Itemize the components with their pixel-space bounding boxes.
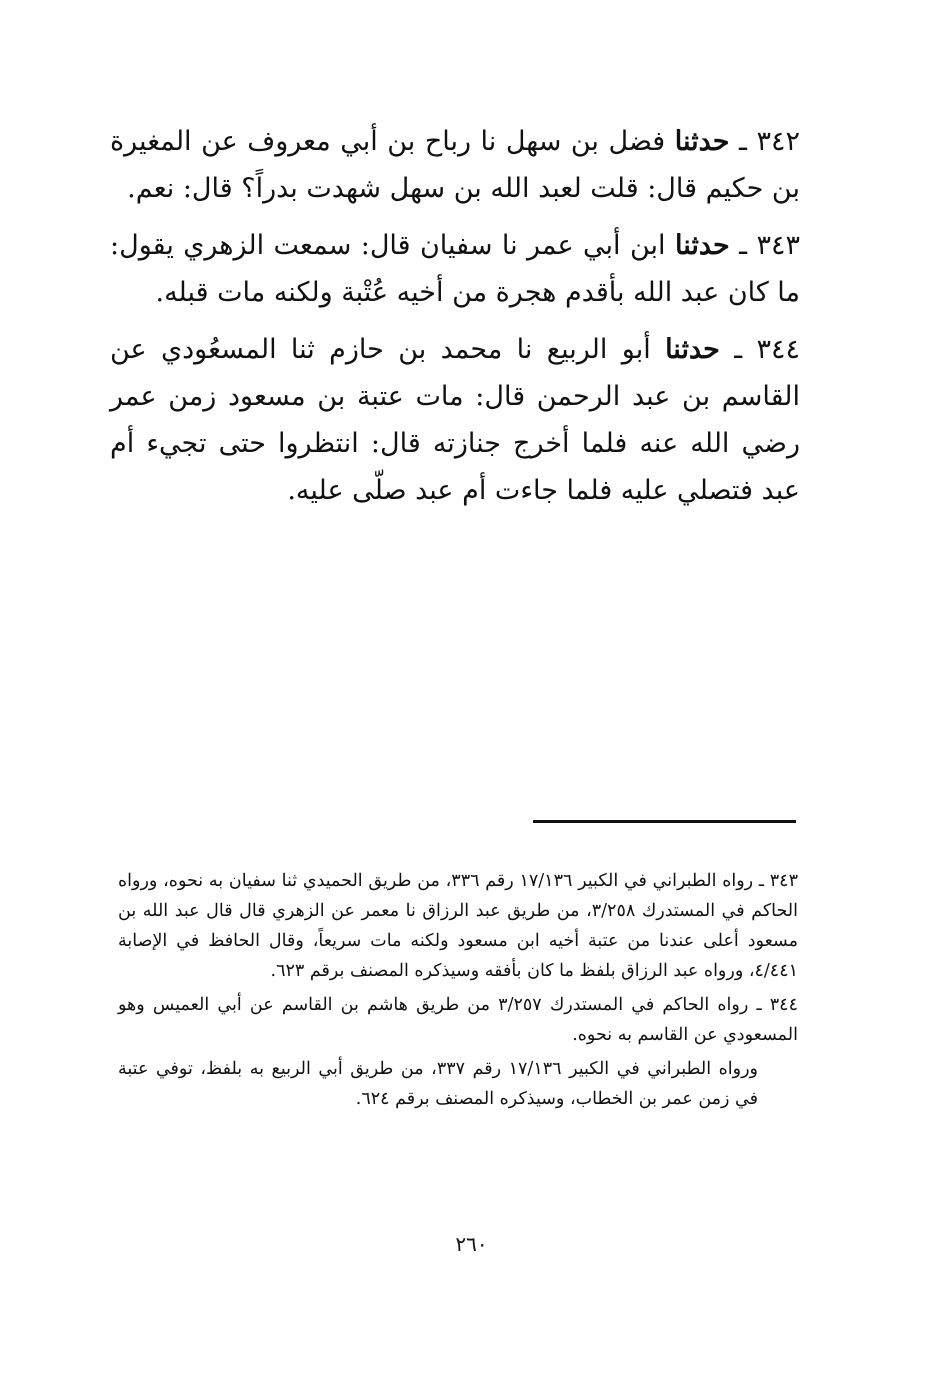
hadith-keyword: حدثنا (674, 126, 730, 157)
footnote-number: ٣٤٣ ـ (758, 871, 798, 891)
footnote-separator (533, 820, 796, 823)
footnotes (118, 866, 798, 1118)
footnote-text: ورواه الطبراني في الكبير ١٧/١٣٦ رقم ٣٣٧، من طريق أبي الربيع به بلفظ، توفي عتبة في زمن عمر بن الخطاب، وسيذكره المصنف برقم ٦٢٤. (118, 1059, 759, 1109)
hadith-keyword: حدثنا (665, 334, 720, 365)
hadith-number: ٣٤٤ ـ (734, 334, 800, 365)
hadith-342 (110, 118, 800, 212)
footnote-text: رواه الحاكم في المستدرك ٣/٢٥٧ من طريق هاشم بن القاسم عن أبي العميس وهو المسعودي عن القاسم به نحوه. (118, 995, 798, 1045)
hadith-text: أبو الربيع نا محمد بن حازم ثنا المسعُودي عن القاسم بن عبد الرحمن قال: مات عتبة بن مسعود زمن عمر رضي الله عنه فلما أخرج جنازته قال: انتظروا حتى تجيء أم عبد فتصلي عليه فلما جاءت أم عبد صلّى عليه. (110, 334, 800, 506)
hadith-text: ابن أبي عمر نا سفيان قال: سمعت الزهري يقول: ما كان عبد الله بأقدم هجرة من أخيه عُتْبة ولكنه مات قبله. (110, 230, 800, 308)
footnote-343 (118, 866, 798, 986)
footnote-344-continued (118, 1054, 798, 1114)
footnote-number: ٣٤٤ ـ (756, 995, 798, 1015)
hadith-343 (110, 222, 800, 316)
footnote-344 (118, 990, 798, 1050)
main-text (110, 118, 800, 524)
hadith-number: ٣٤٣ ـ (739, 230, 800, 261)
hadith-344 (110, 326, 800, 514)
hadith-keyword: حدثنا (674, 230, 730, 261)
footnote-text: رواه الطبراني في الكبير ١٧/١٣٦ رقم ٣٣٦، من طريق الحميدي ثنا سفيان به نحوه، ورواه الحاكم في المستدرك ٣/٢٥٨، من طريق عبد الرزاق نا معمر عن الزهري قال قال عبد الله بن مسعود أعلى عندنا من عتبة أخيه ابن مسعود ولكنه مات سريعاً، وقال الحافظ في الإصابة ٤/٤٤١، ورواه عبد الرزاق بلفظ ما كان بأفقه وسيذكره المصنف برقم ٦٢٣. (118, 871, 798, 981)
page-number: ٢٦٠ (455, 1232, 488, 1256)
hadith-text: فضل بن سهل نا رباح بن أبي معروف عن المغيرة بن حكيم قال: قلت لعبد الله بن سهل شهدت بدراً؟ قال: نعم. (110, 126, 800, 204)
hadith-number: ٣٤٢ ـ (739, 126, 800, 157)
